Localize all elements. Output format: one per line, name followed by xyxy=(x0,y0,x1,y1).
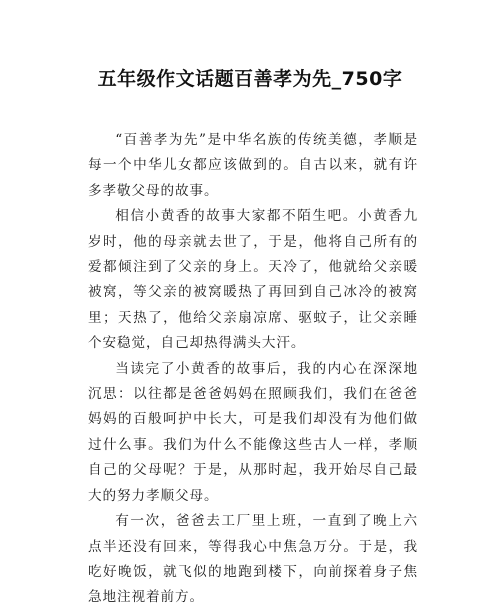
paragraph-4: 有一次，爸爸去工厂里上班，一直到了晚上六点半还没有回来，等得我心中焦急万分。于是，我吃好晚饭，就飞似的地跑到楼下，向前探着身子焦急地注视着前方。 xyxy=(88,513,418,606)
document-title: 五年级作文话题百善孝为先_750字 xyxy=(97,68,403,90)
paragraph-3: 当读完了小黄香的故事后，我的内心在深深地沉思：以往都是爸爸妈妈在照顾我们，我们在爸爸妈妈的百般呵护中长大，可是我们却没有为他们做过什么事。我们为什么不能像这些古人一样，孝顺自己的父母呢？于是，从那时起，我开始尽自己最大的努力孝顺父母。 xyxy=(88,360,418,504)
paragraph-2: 相信小黄香的故事大家都不陌生吧。小黄香九岁时，他的母亲就去世了，于是，他将自己所有的爱都倾注到了父亲的身上。天冷了，他就给父亲暖被窝，等父亲的被窝暖热了再回到自己冰冷的被窝里；天热了，他给父亲扇凉席、驱蚊子，让父亲睡个安稳觉，自己却热得满头大汗。 xyxy=(88,208,418,352)
document-body xyxy=(88,128,418,611)
paragraph-1: “百善孝为先”是中华名族的传统美德，孝顺是每一个中华儿女都应该做到的。自古以来，就有许多孝敬父母的故事。 xyxy=(88,132,418,199)
